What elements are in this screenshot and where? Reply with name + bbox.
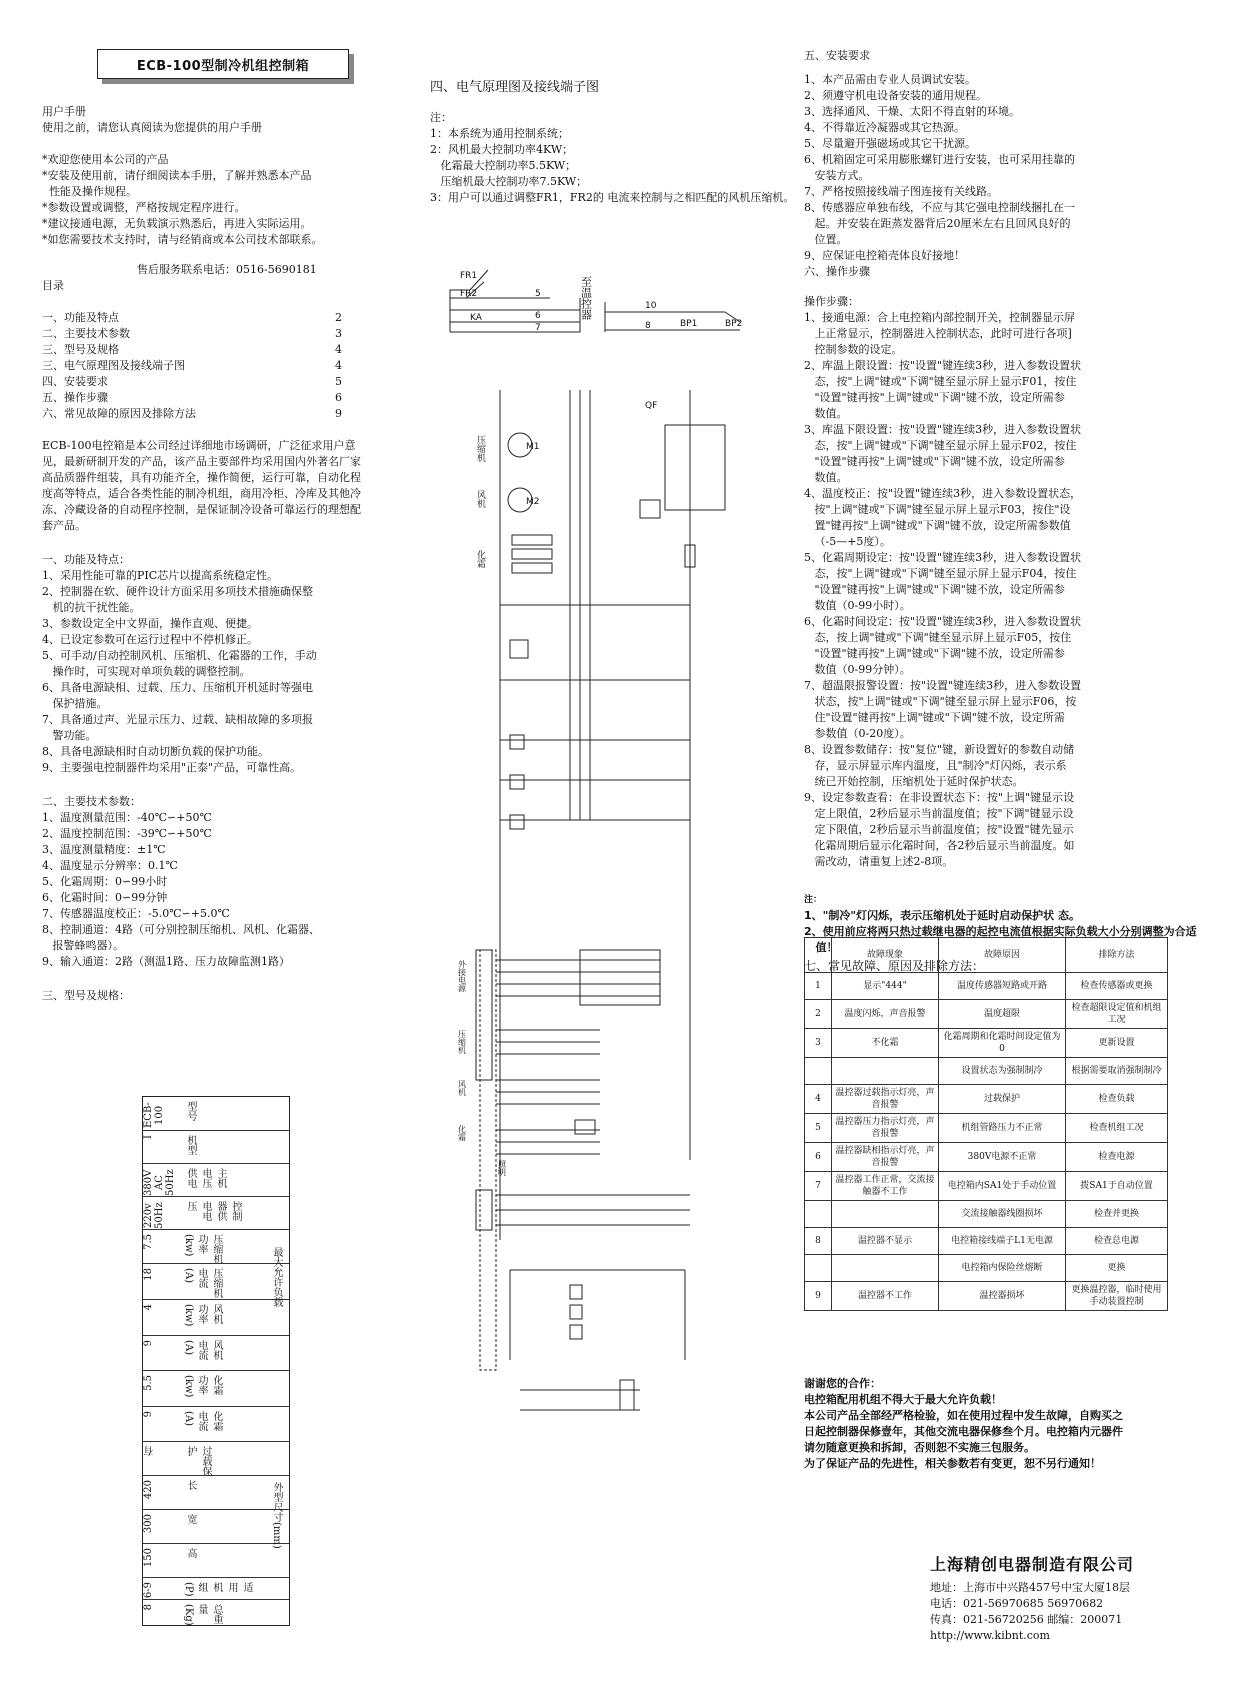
note-item: 1、"制冷"灯闪烁，表示压缩机处于延时启动保护状 态。	[804, 909, 1080, 922]
toc-page: 2	[335, 311, 342, 324]
thanks-line: 为了保证产品的先进性，相关参数若有变更，恕不另行通知！	[804, 1457, 1101, 1470]
toc-title: 一、功能及特点	[42, 311, 119, 324]
description-line: ECB-100电控箱是本公司经过详细地市场调研，广泛征求用户意	[42, 439, 356, 452]
feature-item: 4、已设定参数可在运行过程中不停机修正。	[42, 633, 258, 646]
middle-column	[430, 80, 795, 206]
operation-item: 3、库温下限设置：按"设置"键连续3秒，进入参数设置状	[804, 423, 1082, 436]
operation-item: 7、超温限报警设置：按"设置"键连续3秒，进入参数设置	[804, 679, 1082, 692]
spec-value: 150	[143, 1548, 154, 1568]
parameter-item: 8、控制通道：4路（可分别控制压缩机、风机、化霜器、	[42, 923, 320, 936]
spec-key: 适用机组(P)	[183, 1582, 252, 1597]
doc-title: ECB-100型制冷机组控制箱	[97, 49, 349, 79]
parameter-item: 3、温度测量精度：±1℃	[42, 843, 166, 856]
install-item: 6、机箱固定可采用膨胀螺钉进行安装，也可采用挂靠的	[804, 153, 1075, 166]
operation-item: 住"设置"键再按"上调"键或"下调"键不放，设定所需	[804, 711, 1065, 724]
operation-item: 上正常显示，控制器进入控制状态，此时可进行各项]	[804, 327, 1072, 340]
spec-value: 9	[143, 1340, 154, 1347]
manual-line: 使用之前，请您认真阅读为您提供的用户手册	[42, 121, 262, 134]
feature-item: 3、参数设定全中文界面，操作直观、便捷。	[42, 617, 258, 630]
product-description	[42, 438, 382, 534]
spec-row	[143, 1406, 289, 1442]
description-line: 见，最新研制开发的产品，该产品主要部件均采用国内外著名厂家	[42, 455, 361, 468]
spec-value: 380V AC 50Hz	[143, 1169, 176, 1196]
contact-line: 电话：021-56970685 56970682	[930, 1597, 1104, 1610]
m1-label: M1	[526, 442, 540, 452]
install-item: 安装方式。	[804, 169, 870, 182]
operation-item: "设置"键再按"上调"键或"下调"键不放，设定所需参	[804, 647, 1065, 660]
operation-item: "设置"键再按"上调"键或"下调"键不放，设定所需参	[804, 583, 1065, 596]
section2-list	[42, 810, 382, 970]
fault-fix: 拨SA1于自动位置	[1066, 1172, 1168, 1201]
fault-sym: 显示"444"	[832, 973, 939, 1000]
note-line: 注：	[430, 111, 452, 124]
install-item: 1、本产品需由专业人员调试安装。	[804, 73, 976, 86]
fan-label: 风机	[475, 490, 485, 508]
fault-cause: 电控箱接线端子L1无电源	[939, 1228, 1066, 1255]
section6-list	[804, 310, 1184, 870]
toc-item	[42, 374, 342, 390]
fault-n	[805, 1058, 832, 1085]
manual-line: 用户手册	[42, 105, 86, 118]
terminal-power-label: 外接电源	[457, 960, 467, 992]
fault-fix: 更换温控器，临时使用手动装置控制	[1066, 1282, 1168, 1311]
toc-page: 5	[335, 375, 342, 388]
t10-label: 10	[645, 301, 657, 311]
fault-fix: 检查总电源	[1066, 1228, 1168, 1255]
toc-item	[42, 342, 342, 358]
operation-item: 1、接通电源：合上电控箱内部控制开关，控制器显示屏	[804, 311, 1075, 324]
table-row	[805, 1114, 1168, 1143]
fault-sym: 温控器缺相指示灯亮，声音报警	[832, 1143, 939, 1172]
fault-sym: 温控器过载指示灯亮，声音报警	[832, 1085, 939, 1114]
spec-table	[142, 1096, 290, 1626]
to-controller-label: 至温控器	[579, 276, 593, 320]
operation-item: 置"键再按"上调"键或"下调"键不放，设定所需参数值	[804, 519, 1071, 532]
feature-item: 操作时，可实现对单项负载的调整控制。	[42, 665, 251, 678]
section2-title: 二、主要技术参数：	[42, 795, 141, 808]
spec-row	[143, 1130, 289, 1164]
toc-title: 四、安装要求	[42, 375, 108, 388]
fault-fix: 检查负载	[1066, 1085, 1168, 1114]
defrost-label: 化霜	[475, 550, 485, 568]
section6-title: 六、操作步骤	[804, 265, 870, 278]
m2-label: M2	[526, 497, 540, 507]
toc-item	[42, 326, 342, 342]
spec-key: 型号	[185, 1101, 196, 1121]
parameter-item: 2、温度控制范围：-39℃∽+50℃	[42, 827, 212, 840]
fault-fix: 检查超限设定值和机组工况	[1066, 1000, 1168, 1029]
spec-row	[143, 1441, 289, 1476]
operation-item: 6、化霜时间设定：按"设置"键连续3秒，进入参数设置状	[804, 615, 1082, 628]
parameter-item: 9、输入通道：2路（测温1路、压力故障监测1路）	[42, 955, 290, 968]
operation-item: 状态，按"上调"键或"下调"键至显示屏上显示F06，按	[804, 695, 1077, 708]
fault-sym	[832, 1201, 939, 1228]
toc-page: 4	[335, 343, 342, 356]
service-phone: 售后服务联系电话：0516-5690181	[137, 263, 317, 276]
fault-cause: 交流接触器线圈损坏	[939, 1201, 1066, 1228]
spec-value: ECB-100	[143, 1102, 165, 1129]
terminal-light-label: 照明	[497, 1160, 507, 1176]
install-item: 5、尽量避开强磁场或其它干扰源。	[804, 137, 976, 150]
contact-block	[930, 1580, 1190, 1644]
fault-sym: 温控器不工作	[832, 1282, 939, 1311]
operation-item: 存，显示屏显示库内温度，且"制冷"灯闪烁，表示系	[804, 759, 1067, 772]
parameter-item: 5、化霜周期：0∽99小时	[42, 875, 168, 888]
fault-table	[804, 937, 1168, 1311]
parameter-item: 1、温度测量范围：-40℃∽+50℃	[42, 811, 212, 824]
contact-line: 传真：021-56720256 邮编：200071	[930, 1613, 1123, 1626]
parameter-item: 报警蜂鸣器）。	[42, 939, 124, 952]
toc-item	[42, 406, 342, 422]
table-row	[805, 1201, 1168, 1228]
operation-item: 数值。	[804, 471, 848, 484]
thanks-line: 日起控制器保修壹年，其他交流电器保修叁个月。电控箱内元器件	[804, 1425, 1123, 1438]
fault-cause: 电控箱内保险丝熔断	[939, 1255, 1066, 1282]
feature-item: 7、具备通过声、光显示压力、过载、缺相故障的多项报	[42, 713, 313, 726]
fault-n: 4	[805, 1085, 832, 1114]
spec-row	[143, 1543, 289, 1578]
fault-n: 5	[805, 1114, 832, 1143]
bp2-label: BP2	[725, 319, 743, 329]
section1-title: 一、功能及特点：	[42, 553, 130, 566]
fault-sym: 不化霜	[832, 1029, 939, 1058]
fault-cause: 温度超限	[939, 1000, 1066, 1029]
intro-line: *欢迎您使用本公司的产品	[42, 153, 169, 166]
install-item: 3、选择通风、干燥、太阳不得直射的环境。	[804, 105, 1020, 118]
fault-sym: 温控器工作正常，交流接触器不工作	[832, 1172, 939, 1201]
operation-item: 9、设定参数查看：在非设置状态下：按"上调"键显示设	[804, 791, 1075, 804]
operation-item: 数值（0-99分钟）。	[804, 663, 911, 676]
install-item: 2、须遵守机电设备安装的通用规程。	[804, 89, 987, 102]
fault-fix: 检查机组工况	[1066, 1114, 1168, 1143]
spec-key: 主机电压供电	[185, 1168, 226, 1188]
section4-title: 四、电气原理图及接线端子图	[430, 80, 600, 95]
thanks-line: 请勿随意更换和拆卸，否则恕不实施三包服务。	[804, 1441, 1035, 1454]
spec-key: 压缩机 电流(A)	[183, 1268, 222, 1298]
fault-cause: 机组管路压力不正常	[939, 1114, 1066, 1143]
header-fix: 排除方法	[1066, 938, 1168, 973]
t8-label: 8	[645, 321, 651, 331]
note-line: 化霜最大控制功率5.5KW；	[430, 159, 577, 172]
welcome-notes	[42, 152, 382, 248]
table-row	[805, 973, 1168, 1000]
parameter-item: 4、温度显示分辨率：0.1℃	[42, 859, 178, 872]
operation-item: 态，按"上调"键或"下调"键至显示屏上显示F02，按住	[804, 439, 1077, 452]
fault-n: 9	[805, 1282, 832, 1311]
fault-fix: 检查传感器或更换	[1066, 973, 1168, 1000]
spec-key: 高	[185, 1548, 196, 1558]
fault-n: 3	[805, 1029, 832, 1058]
fault-fix: 检查电源	[1066, 1143, 1168, 1172]
spec-key: 宽	[185, 1514, 196, 1524]
fault-n	[805, 1201, 832, 1228]
spec-key: 风机 电流(A)	[183, 1340, 222, 1360]
qf-label: QF	[645, 401, 658, 411]
header-cause: 故障原因	[939, 938, 1066, 973]
section5-list	[804, 72, 1184, 264]
spec-value: 220v 50Hz	[143, 1202, 165, 1229]
spec-value: 9	[143, 1411, 154, 1418]
operation-item: 数值。	[804, 407, 848, 420]
diagram-notes	[430, 110, 795, 206]
fault-n: 6	[805, 1143, 832, 1172]
spec-key: 长	[185, 1480, 196, 1490]
spec-value: 8	[143, 1604, 154, 1611]
compressor-label: 压缩机	[475, 435, 485, 462]
spec-key: 机型	[185, 1135, 196, 1155]
spec-value: 18	[143, 1268, 154, 1281]
fault-fix: 检查并更换	[1066, 1201, 1168, 1228]
feature-item: 保护措施。	[42, 697, 108, 710]
operation-item: 定上限值，2秒后显示当前温度值；按"下调"键显示设	[804, 807, 1074, 820]
install-item: 7、严格按照接线端子图连接有关线路。	[804, 185, 998, 198]
note-item: 2、使用前应将两只热过载继电器的起控电流值根据实际负载大小分别调整为合适	[804, 925, 1197, 938]
note-title: 注：	[804, 895, 823, 905]
operation-item: 化霜周期后显示化霜时间，各2秒后显示当前温度。如	[804, 839, 1075, 852]
intro-line: *参数设置或调整，严格按规定程序进行。	[42, 201, 246, 214]
thanks-block	[804, 1376, 1184, 1472]
fault-fix: 更换	[1066, 1255, 1168, 1282]
fault-n: 2	[805, 1000, 832, 1029]
feature-item: 1、采用性能可靠的PIC芯片以提高系统稳定性。	[42, 569, 279, 582]
operation-item: "设置"键再按"上调"键或"下调"键不放，设定所需参	[804, 455, 1065, 468]
section5-title: 五、安装要求	[804, 49, 870, 62]
spec-row	[143, 1577, 289, 1600]
toc-item	[42, 390, 342, 406]
spec-row	[143, 1163, 289, 1197]
operation-item: "设置"键再按"上调"键或"下调"键不放，设定所需参	[804, 391, 1065, 404]
contact-line: 地址：上海市中兴路457号中宝大厦18层	[930, 1581, 1130, 1594]
table-row	[805, 1172, 1168, 1201]
terminal-fan-label: 风机	[457, 1080, 467, 1096]
spec-value: 6-9	[143, 1582, 154, 1599]
install-item: 4、不得靠近冷凝器或其它热源。	[804, 121, 965, 134]
section7-title: 七、常见故障、原因及排除方法：	[804, 959, 985, 973]
spec-value: 有	[145, 1446, 156, 1456]
toc-page: 6	[335, 391, 342, 404]
spec-value: I	[143, 1135, 154, 1139]
header-index	[805, 938, 832, 973]
fault-table-header	[805, 938, 1168, 973]
description-line: 套产品。	[42, 519, 86, 532]
fault-cause: 380V电源不正常	[939, 1143, 1066, 1172]
toc-title: 三、型号及规格	[42, 343, 119, 356]
spec-row	[143, 1097, 289, 1130]
spec-key: 控制器供电电压	[185, 1201, 241, 1221]
t6-label: 6	[535, 311, 541, 321]
fault-sym: 温控器不显示	[832, 1228, 939, 1255]
parameter-item: 6、化霜时间：0∽99分钟	[42, 891, 168, 904]
contact-line: http://www.kibnt.com	[930, 1629, 1050, 1642]
fault-cause: 温度传感器短路或开路	[939, 973, 1066, 1000]
operation-item: 控制参数的设定。	[804, 343, 903, 356]
toc-item	[42, 310, 342, 326]
parameter-item: 7、传感器温度校正：-5.0℃∽+5.0℃	[42, 907, 230, 920]
table-row	[805, 1085, 1168, 1114]
fault-n: 7	[805, 1172, 832, 1201]
operation-item: 态，按上调"键或"下调"键至显示屏上显示F05，按住	[804, 631, 1072, 644]
spec-key: 压缩机 功率(kw)	[183, 1234, 222, 1264]
fault-cause: 设置状态为强制制冷	[939, 1058, 1066, 1085]
table-of-contents	[42, 310, 382, 422]
toc-page: 3	[335, 327, 342, 340]
note-line: 3：用户可以通过调整FR1，FR2的 电流来控制与之相匹配的风机压缩机。	[430, 191, 795, 204]
fr1-label: FR1	[460, 271, 478, 281]
install-item: 8、传感器应单独布线，不应与其它强电控制线捆扎在一	[804, 201, 1075, 214]
spec-key: 总重量(Kg)	[183, 1604, 222, 1626]
thanks-line: 本公司产品全部经严格检验，如在使用过程中发生故障，自购买之	[804, 1409, 1123, 1422]
t7-label: 7	[535, 323, 541, 333]
operation-item: 态，按"上调"键或"下调"键至显示屏上显示F01，按住	[804, 375, 1077, 388]
operation-item: 态，按"上调"键或"下调"键至显示屏上显示F04，按住	[804, 567, 1077, 580]
operation-item: 2、库温上限设置：按"设置"键连续3秒，进入参数设置状	[804, 359, 1082, 372]
intro-line: 性能及操作规程。	[42, 185, 137, 198]
operation-item: 定下限值，2秒后显示当前温度值；按"设置"键先显示	[804, 823, 1074, 836]
spec-value: 420	[143, 1480, 154, 1500]
operation-item: 数值（0-99小时）。	[804, 599, 911, 612]
operation-item: 4、温度校正：按"设置"键连续3秒，进入参数设置状态，	[804, 487, 1082, 500]
feature-item: 9、主要强电控制器件均采用"正泰"产品，可靠性高。	[42, 761, 302, 774]
operation-item: 8、设置参数储存：按"复位"键，新设置好的参数自动储	[804, 743, 1075, 756]
toc-title: 二、主要技术参数	[42, 327, 130, 340]
terminal-defrost-label: 化霜	[457, 1125, 467, 1141]
toc-title: 三、电气原理图及接线端子图	[42, 359, 185, 372]
section1-list	[42, 568, 382, 776]
spec-row	[143, 1299, 289, 1336]
fault-fix: 根据需要取消强制制冷	[1066, 1058, 1168, 1085]
terminal-compressor-label: 压缩机	[457, 1030, 467, 1054]
fault-cause: 电控箱内SA1处于手动位置	[939, 1172, 1066, 1201]
fault-sym	[832, 1255, 939, 1282]
fault-fix: 更新设置	[1066, 1029, 1168, 1058]
ka-label: KA	[470, 313, 482, 323]
table-row	[805, 1000, 1168, 1029]
section6-subtitle: 操作步骤：	[804, 295, 859, 308]
table-row	[805, 1255, 1168, 1282]
spec-key: 化霜 功率(kw)	[183, 1375, 222, 1398]
operation-item: 统已开始控制，压缩机处于延时保护状态。	[804, 775, 1024, 788]
toc-item	[42, 358, 342, 374]
operation-item: （-5—+5度）。	[804, 535, 891, 548]
table-row	[805, 1029, 1168, 1058]
left-column	[42, 104, 382, 1004]
spec-row	[143, 1263, 289, 1300]
spec-row	[143, 1475, 289, 1510]
note-line: 1：本系统为通用控制系统；	[430, 127, 569, 140]
install-item: 起。并安装在距蒸发器背后20厘米左右且回风良好的	[804, 217, 1071, 230]
fault-sym: 温度闪烁，声音报警	[832, 1000, 939, 1029]
feature-item: 8、具备电源缺相时自动切断负载的保护功能。	[42, 745, 269, 758]
toc-title: 六、常见故障的原因及排除方法	[42, 407, 196, 420]
toc-title: 目录	[42, 279, 64, 292]
note-item: 值！	[804, 941, 838, 954]
note-line: 2：风机最大控制功率4KW；	[430, 143, 574, 156]
thanks-line: 电控箱配用机组不得大于最大允许负载！	[804, 1393, 1002, 1406]
spec-row	[143, 1509, 289, 1544]
spec-value: 300	[143, 1514, 154, 1534]
toc-page: 9	[335, 407, 342, 420]
spec-row	[143, 1229, 289, 1264]
fault-n: 8	[805, 1228, 832, 1255]
spec-row	[143, 1599, 289, 1626]
toc-page: 4	[335, 359, 342, 372]
table-row	[805, 1282, 1168, 1311]
feature-item: 5、可手动/自动控制风机、压缩机、化霜器的工作，手动	[42, 649, 317, 662]
operation-item: 参数值（0-20度）。	[804, 727, 911, 740]
header-symptom: 故障现象	[832, 938, 939, 973]
operation-item: 5、化霜周期设定：按"设置"键连续3秒，进入参数设置状	[804, 551, 1082, 564]
table-row	[805, 1058, 1168, 1085]
spec-group-size: 外型尺寸(mm)	[271, 1482, 282, 1549]
fault-n: 1	[805, 973, 832, 1000]
spec-row	[143, 1370, 289, 1407]
spec-key: 风机 功率(kw)	[183, 1304, 222, 1327]
fault-cause: 过载保护	[939, 1085, 1066, 1114]
install-item: 9、应保证电控箱壳体良好接地！	[804, 249, 965, 262]
fault-n	[805, 1255, 832, 1282]
feature-item: 机的抗干扰性能。	[42, 601, 141, 614]
install-item: 位置。	[804, 233, 848, 246]
operation-item: 按"上调"键或"下调"键至显示屏上显示F03，按住"设	[804, 503, 1071, 516]
fault-cause: 温控器损坏	[939, 1282, 1066, 1311]
spec-group-max: 最大允许负载	[271, 1247, 282, 1307]
feature-item: 6、具备电源缺相、过载、压力、压缩机开机延时等强电	[42, 681, 313, 694]
thanks-line: 谢谢您的合作：	[804, 1377, 881, 1390]
table-row	[805, 1228, 1168, 1255]
note-line: 压缩机最大控制功率7.5KW；	[430, 175, 588, 188]
spec-value: 5.5	[143, 1375, 154, 1391]
intro-line: *安装及使用前，请仔细阅读本手册，了解并熟悉本产品	[42, 169, 312, 182]
table-row	[805, 1143, 1168, 1172]
t5-label: 5	[535, 289, 541, 299]
manual-intro	[42, 104, 382, 136]
spec-row	[143, 1196, 289, 1230]
fault-sym	[832, 1058, 939, 1085]
electrical-schematic	[440, 260, 800, 1640]
spec-key: 化霜 电流(A)	[183, 1411, 222, 1431]
spec-key: 过载保护	[185, 1446, 211, 1476]
bp1-label: BP1	[680, 319, 698, 329]
fr2-label: FR2	[460, 289, 478, 299]
right-column	[804, 48, 1197, 974]
feature-item: 警功能。	[42, 729, 97, 742]
intro-line: *如您需要技术支持时，请与经销商或本公司技术部联系。	[42, 233, 323, 246]
description-line: 冻、冷藏设备的自动程序控制，是保证制冷设备可靠运行的理想配	[42, 503, 361, 516]
spec-value: 7.5	[143, 1234, 154, 1250]
description-line: 高品质器件组装，具有功能齐全，操作简便，运行可靠，自动化程	[42, 471, 361, 484]
company-name: 上海精创电器制造有限公司	[930, 1555, 1135, 1574]
fault-cause: 化霜周期和化霜时间设定值为0	[939, 1029, 1066, 1058]
section3-title: 三、型号及规格：	[42, 989, 130, 1002]
spec-row	[143, 1335, 289, 1371]
feature-item: 2、控制器在软、硬件设计方面采用多项技术措施确保整	[42, 585, 313, 598]
toc-title: 五、操作步骤	[42, 391, 108, 404]
intro-line: *建议接通电源，无负载演示熟悉后，再进入实际运用。	[42, 217, 312, 230]
spec-value: 4	[143, 1304, 154, 1311]
description-line: 度高等特点，适合各类性能的制冷机组，商用冷柜、冷库及其他冷	[42, 487, 361, 500]
fault-sym: 温控器压力指示灯亮，声音报警	[832, 1114, 939, 1143]
operation-item: 需改动，请重复上述2-8项。	[804, 855, 954, 868]
